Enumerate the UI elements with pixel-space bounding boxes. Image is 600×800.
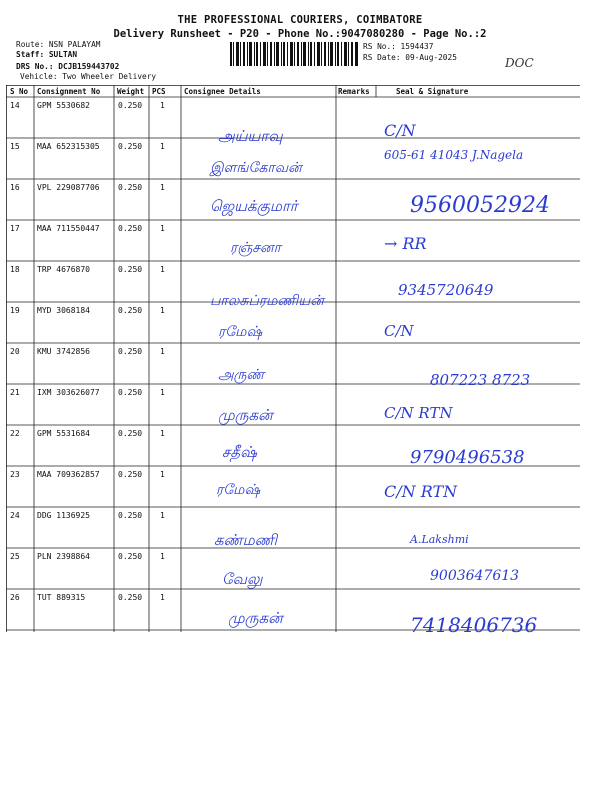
signature-handwriting: C/N RTN (384, 482, 458, 501)
signature-handwriting: 9560052924 (410, 193, 550, 218)
signature-handwriting: C/N RTN (384, 404, 453, 422)
consignee-handwriting: பாலசுப்ரமணியன் (210, 293, 324, 309)
row-consignment-no: MYD 3068184 (37, 306, 90, 315)
row-pcs: 1 (160, 429, 165, 438)
row-pcs: 1 (160, 101, 165, 110)
consignee-handwriting: ரமேஷ் (216, 482, 261, 498)
row-sno: 25 (10, 552, 20, 561)
row-weight: 0.250 (118, 593, 143, 602)
table-row (6, 425, 580, 466)
row-weight: 0.250 (118, 224, 143, 233)
row-sno: 26 (10, 593, 20, 602)
consignee-handwriting: முருகன் (228, 609, 283, 627)
row-pcs: 1 (160, 552, 165, 561)
signature-handwriting: 807223 8723 (430, 371, 531, 389)
row-consignment-no: KMU 3742856 (37, 347, 90, 356)
consignee-handwriting: ரமேஷ் (218, 324, 263, 340)
row-consignment-no: GPM 5531684 (37, 429, 90, 438)
row-pcs: 1 (160, 593, 165, 602)
row-weight: 0.250 (118, 470, 143, 479)
table-row (6, 179, 580, 220)
row-sno: 20 (10, 347, 20, 356)
row-sno: 15 (10, 142, 20, 151)
table-row (6, 466, 580, 507)
row-sno: 14 (10, 101, 20, 110)
table-row (6, 220, 580, 261)
consignee-handwriting: இளங்கோவன் (210, 160, 302, 176)
row-weight: 0.250 (118, 306, 143, 315)
barcode (230, 42, 358, 66)
row-sno: 18 (10, 265, 20, 274)
row-consignment-no: PLN 2398864 (37, 552, 90, 561)
row-weight: 0.250 (118, 429, 143, 438)
table-row (6, 138, 580, 179)
signature-handwriting: 9790496538 (410, 447, 525, 468)
row-consignment-no: TRP 4676870 (37, 265, 90, 274)
row-pcs: 1 (160, 511, 165, 520)
row-pcs: 1 (160, 470, 165, 479)
rs-number: RS No.: 1594437 (363, 42, 434, 51)
row-weight: 0.250 (118, 183, 143, 192)
doc-stamp: DOC (505, 56, 534, 70)
row-consignment-no: TUT 889315 (37, 593, 86, 602)
row-weight: 0.250 (118, 511, 143, 520)
col-sno: S No (10, 87, 29, 96)
signature-handwriting: 605-61 41043 J.Nagela (384, 148, 524, 162)
signature-handwriting: C/N (384, 322, 414, 340)
row-pcs: 1 (160, 388, 165, 397)
consignee-handwriting: முருகன் (218, 406, 273, 424)
row-sno: 16 (10, 183, 20, 192)
table-row (6, 97, 580, 145)
signature-handwriting: → RR (384, 234, 427, 253)
consignee-handwriting: ஜெயக்குமார் (210, 197, 298, 215)
table-row (6, 261, 580, 309)
table-row (6, 343, 580, 389)
col-consignee: Consignee Details (184, 87, 261, 96)
table-row (6, 548, 580, 589)
row-weight: 0.250 (118, 552, 143, 561)
table-row (6, 384, 580, 425)
row-consignment-no: MAA 709362857 (37, 470, 100, 479)
row-consignment-no: DDG 1136925 (37, 511, 90, 520)
row-weight: 0.250 (118, 265, 143, 274)
table-row (6, 589, 580, 637)
consignee-handwriting: சதீஷ் (222, 443, 257, 461)
vehicle-label: Vehicle: Two Wheeler Delivery (20, 72, 157, 81)
consignee-handwriting: கண்மணி (214, 531, 278, 549)
col-seal-signature: Seal & Signature (396, 87, 469, 96)
row-pcs: 1 (160, 142, 165, 151)
signature-handwriting: 9345720649 (398, 281, 494, 299)
row-pcs: 1 (160, 265, 165, 274)
signature-handwriting: C/N (384, 121, 416, 140)
col-consignment: Consignment No (37, 87, 101, 96)
row-sno: 21 (10, 388, 20, 397)
table-row (6, 302, 580, 343)
consignee-handwriting: அருண் (218, 367, 265, 383)
signature-handwriting: 7418406736 (410, 613, 538, 637)
row-consignment-no: GPM 5530682 (37, 101, 90, 110)
rs-date: RS Date: 09-Aug-2025 (363, 53, 457, 62)
col-pcs: PCS (152, 87, 166, 96)
row-consignment-no: VPL 229087706 (37, 183, 100, 192)
consignee-handwriting: அய்யாவு (218, 127, 283, 145)
row-sno: 19 (10, 306, 20, 315)
row-weight: 0.250 (118, 388, 143, 397)
row-weight: 0.250 (118, 347, 143, 356)
row-sno: 22 (10, 429, 20, 438)
staff-label: Staff: SULTAN (16, 50, 78, 59)
company-title: THE PROFESSIONAL COURIERS, COIMBATORE (177, 14, 423, 26)
row-pcs: 1 (160, 306, 165, 315)
signature-handwriting: 9003647613 (430, 568, 520, 584)
row-pcs: 1 (160, 347, 165, 356)
col-weight: Weight (117, 87, 145, 96)
signature-handwriting: A.Lakshmi (410, 533, 469, 546)
row-sno: 24 (10, 511, 20, 520)
col-remarks: Remarks (338, 87, 370, 96)
row-sno: 23 (10, 470, 20, 479)
consignee-handwriting: வேலு (222, 570, 263, 588)
row-consignment-no: MAA 652315305 (37, 142, 100, 151)
consignee-handwriting: ரஞ்சனா (230, 240, 281, 256)
row-weight: 0.250 (118, 101, 143, 110)
row-pcs: 1 (160, 224, 165, 233)
table-row (6, 507, 580, 548)
row-sno: 17 (10, 224, 20, 233)
runsheet-subtitle: Delivery Runsheet - P20 - Phone No.:9047080280 - Page No.:2 (113, 28, 487, 40)
route-label: Route: NSN PALAYAM (16, 40, 101, 49)
row-weight: 0.250 (118, 142, 143, 151)
row-pcs: 1 (160, 183, 165, 192)
row-consignment-no: IXM 303626077 (37, 388, 100, 397)
row-consignment-no: MAA 711550447 (37, 224, 100, 233)
drs-number: DRS No.: DCJB159443702 (16, 62, 120, 71)
